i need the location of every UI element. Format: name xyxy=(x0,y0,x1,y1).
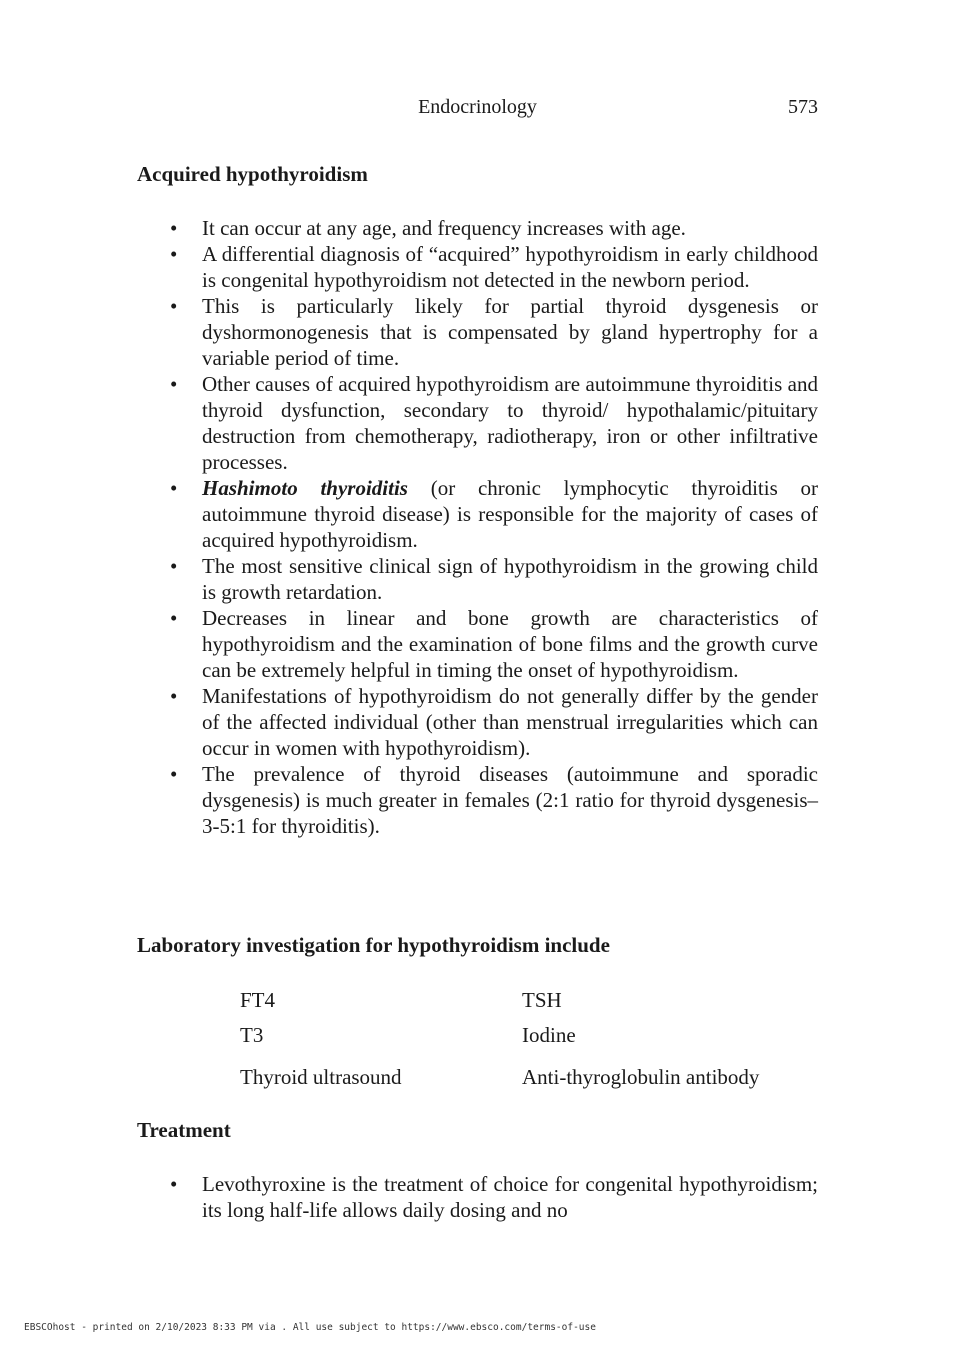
running-header xyxy=(137,96,818,122)
bullet-item: • The prevalence of thyroid diseases (autoimmune and sporadic dysgenesis) is much greater in females (2:1 ratio for thyroid dysgenesis–3-5:1 for thyroiditis). xyxy=(170,761,818,839)
table-cell: Thyroid ultrasound xyxy=(240,1065,402,1089)
page-number: 573 xyxy=(788,96,818,118)
bullet-item: • Other causes of acquired hypothyroidism are autoimmune thyroiditis and thyroid dysfunction, secondary to thyroid/ hypothalamic/pituitary destruction from chemotherapy, radiotherapy, iron or other infiltrative processes. xyxy=(170,371,818,475)
chapter-title: Endocrinology xyxy=(418,96,537,118)
bullet-item xyxy=(170,475,818,553)
section-heading-treatment: Treatment xyxy=(137,1118,231,1142)
print-footer: EBSCOhost - printed on 2/10/2023 8:33 PM via . All use subject to https://www.ebsco.com/terms-of-use xyxy=(24,1322,596,1333)
table-row xyxy=(240,1023,822,1065)
section-heading-acquired: Acquired hypothyroidism xyxy=(137,162,368,186)
table-cell: Anti-thyroglobulin antibody xyxy=(522,1065,760,1089)
section-heading-laboratory: Laboratory investigation for hypothyroidism include xyxy=(137,933,610,957)
table-row xyxy=(240,988,822,1023)
table-cell: Iodine xyxy=(522,1023,576,1047)
bullet-item: • Levothyroxine is the treatment of choice for congenital hypothyroidism; its long half-life allows daily dosing and no xyxy=(170,1171,818,1223)
bullet-item: • This is particularly likely for partial thyroid dysgenesis or dyshormonogenesis that is compensated by gland hypertrophy for a variable period of time. xyxy=(170,293,818,371)
table-cell: T3 xyxy=(240,1023,264,1047)
bullet-item: • The most sensitive clinical sign of hypothyroidism in the growing child is growth retardation. xyxy=(170,553,818,605)
treatment-bullet-list xyxy=(170,1171,818,1223)
acquired-bullet-list xyxy=(170,215,818,839)
bullet-item: • It can occur at any age, and frequency increases with age. xyxy=(170,215,818,241)
bullet-text: (or chronic lymphocytic thyroiditis or autoimmune thyroid disease) is responsible for the majority of cases of acquired hypothyroidism. xyxy=(202,476,818,552)
bullet-item: • Decreases in linear and bone growth are characteristics of hypothyroidism and the examination of bone films and the growth curve can be extremely helpful in timing the onset of hypothyroidism. xyxy=(170,605,818,683)
bullet-item: • Manifestations of hypothyroidism do not generally differ by the gender of the affected individual (other than menstrual irregularities which can occur in women with hypothyroidism). xyxy=(170,683,818,761)
table-row xyxy=(240,1065,822,1095)
emphasized-term: Hashimoto thyroiditis xyxy=(202,476,408,500)
table-cell: TSH xyxy=(522,988,562,1012)
bullet-item: • A differential diagnosis of “acquired” hypothyroidism in early childhood is congenital hypothyroidism not detected in the newborn period. xyxy=(170,241,818,293)
lab-investigations-table xyxy=(240,988,822,1095)
table-cell: FT4 xyxy=(240,988,276,1012)
